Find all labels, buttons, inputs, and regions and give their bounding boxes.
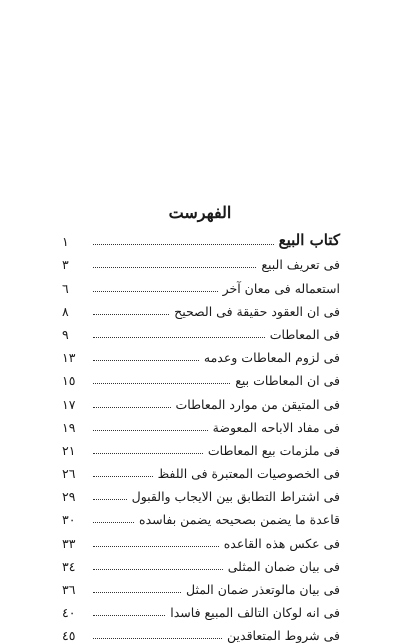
toc-entry-row [62, 365, 340, 388]
toc-entry-row [62, 319, 340, 342]
toc-entry-row [62, 620, 340, 643]
toc-entry-label: فى الخصوصيات المعتبرة فى اللفظ [157, 466, 340, 482]
dot-leader [93, 383, 230, 384]
toc-page-number: ٢١ [62, 442, 76, 458]
dot-leader [93, 267, 256, 268]
dot-leader [93, 291, 218, 292]
toc-entry-label: فى شروط المتعاقدين [227, 628, 340, 643]
table-of-contents [62, 226, 340, 643]
toc-entry-row [62, 435, 340, 458]
toc-entry-row [62, 296, 340, 319]
toc-entry-label: فى ان المعاطات بيع [235, 373, 340, 389]
toc-entry-row [62, 551, 340, 574]
toc-entry-label: فى المتيقن من موارد المعاطات [175, 396, 340, 412]
toc-page-number: ١ [62, 234, 69, 250]
dot-leader [93, 430, 208, 431]
toc-entry-row [62, 597, 340, 620]
dot-leader [93, 499, 127, 500]
toc-entry-label: فى ملزمات بيع المعاطات [207, 442, 340, 458]
dot-leader [93, 546, 219, 547]
dot-leader [93, 592, 181, 593]
toc-entry-row [62, 481, 340, 504]
toc-page-number: ١٩ [62, 419, 76, 435]
dot-leader [93, 476, 153, 477]
toc-entry-row [62, 527, 340, 550]
toc-page-number: ٢٦ [62, 466, 76, 482]
toc-entry-label: فى المعاطات [269, 326, 340, 342]
toc-page-number: ٤٥ [62, 628, 76, 643]
dot-leader [93, 615, 165, 616]
toc-entry-row [62, 458, 340, 481]
toc-entry-label: استعماله فى معان آخر [222, 280, 340, 296]
dot-leader [93, 314, 169, 315]
toc-page-number: ٩ [62, 326, 69, 342]
dot-leader [93, 407, 171, 408]
toc-entry-label: فى لزوم المعاطات وعدمه [203, 350, 340, 366]
toc-page-number: ٨ [62, 303, 69, 319]
toc-page-number: ٣٠ [62, 512, 76, 528]
toc-entry-label: فى ان العقود حقيقة فى الصحيح [174, 303, 340, 319]
toc-page-number: ٣٣ [62, 535, 76, 551]
toc-entry-row [62, 504, 340, 527]
dot-leader [93, 337, 265, 338]
toc-entry-label: فى انه لوكان التالف المبيع فاسدا [170, 605, 340, 621]
dot-leader [93, 522, 134, 523]
toc-entry-label: قاعدة ما يضمن بصحيحه يضمن بفاسده [139, 512, 340, 528]
dot-leader [93, 244, 274, 245]
dot-leader [93, 569, 223, 570]
toc-entry-row [62, 272, 340, 295]
toc-entry-row [62, 388, 340, 411]
toc-page-number: ٣٦ [62, 582, 76, 597]
dot-leader [93, 360, 199, 361]
toc-chapter-row [62, 226, 340, 249]
toc-entry-label: فى مفاد الاباحه المعوضة [212, 419, 340, 435]
toc-entry-row [62, 342, 340, 365]
toc-entry-row [62, 412, 340, 435]
toc-page-number: ١٣ [62, 350, 76, 366]
toc-page-number: ٢٩ [62, 489, 76, 505]
toc-title: الفهرست [168, 203, 232, 222]
toc-page-number: ٣٤ [62, 558, 76, 574]
toc-entry-label: فى اشتراط التطابق بين الايجاب والقبول [131, 489, 340, 505]
toc-page-number: ١٧ [62, 396, 76, 412]
toc-page-number: ٣ [62, 257, 69, 273]
toc-entry-label: فى عكس هذه القاعده [223, 535, 340, 551]
toc-entry-label: فى بيان مالوتعذر ضمان المثل [186, 582, 340, 597]
toc-page-number: ٤٠ [62, 605, 76, 621]
dot-leader [93, 638, 222, 639]
toc-entry-label: فى تعريف البيع [261, 257, 340, 273]
dot-leader [93, 453, 203, 454]
toc-entry-label: فى بيان ضمان المثلى [227, 558, 340, 574]
toc-entry-row [62, 574, 340, 597]
toc-page-number: ٦ [62, 280, 69, 296]
toc-entry-label: كتاب البيع [278, 231, 340, 250]
toc-page-number: ١٥ [62, 373, 76, 389]
toc-entry-row [62, 249, 340, 272]
